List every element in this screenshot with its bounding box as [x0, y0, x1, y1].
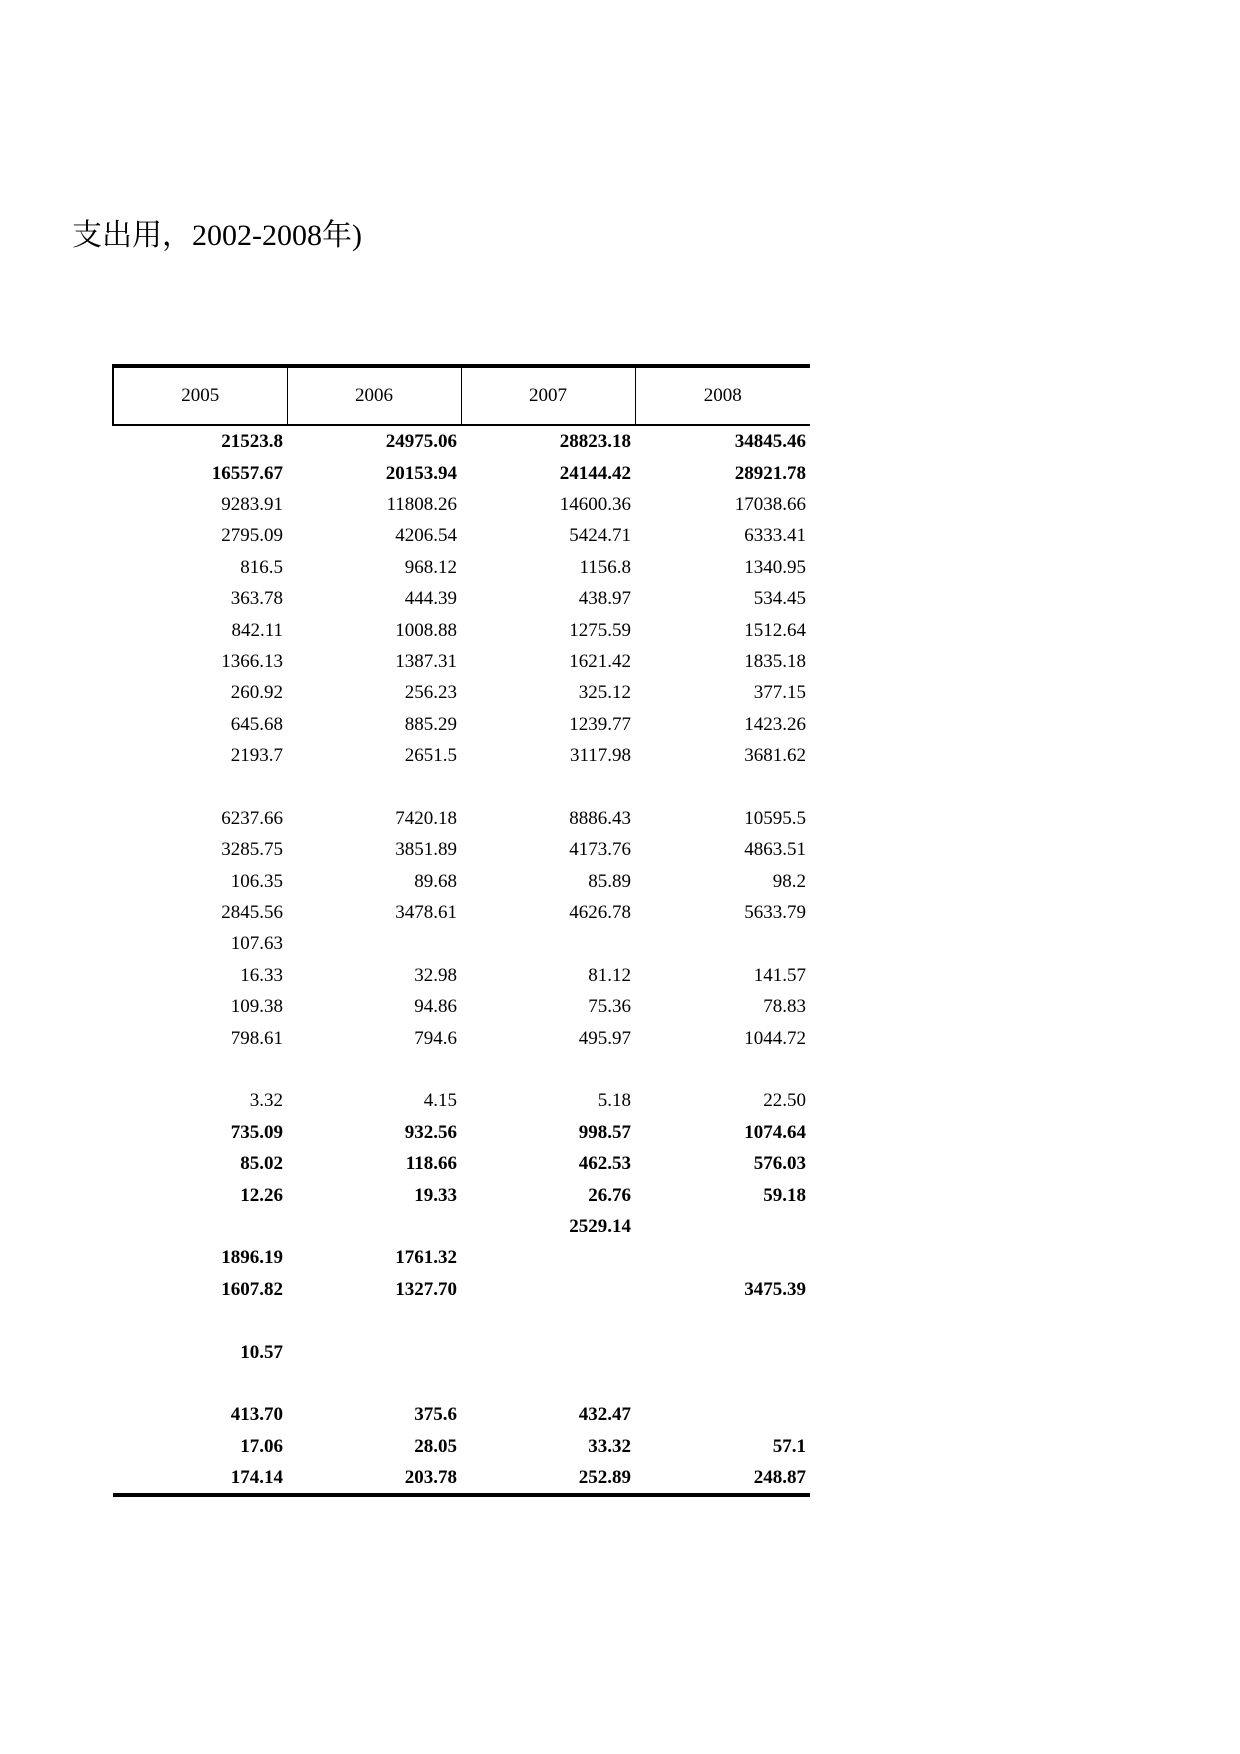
table-cell: 2795.09	[221, 525, 283, 547]
table-row	[113, 1336, 810, 1367]
table-cell: 19.33	[414, 1184, 457, 1206]
table-cell	[287, 771, 461, 802]
table-cell	[113, 1305, 287, 1336]
table-body	[113, 425, 810, 1495]
table-cell: 3681.62	[744, 745, 806, 767]
table-cell: 14600.36	[559, 493, 631, 515]
table-cell	[461, 1274, 635, 1305]
table-cell: 1761.32	[395, 1247, 457, 1269]
table-row	[113, 1242, 810, 1273]
table-cell: 1340.95	[744, 556, 806, 578]
table-cell: 998.57	[578, 1121, 631, 1143]
table-cell	[635, 771, 810, 802]
table-row	[113, 960, 810, 991]
table-cell: 9283.91	[221, 493, 283, 515]
table-row	[113, 834, 810, 865]
table-cell: 3478.61	[395, 902, 457, 924]
table-cell: 1008.88	[395, 619, 457, 641]
table-cell: 3117.98	[569, 745, 631, 767]
table-cell: 141.57	[753, 964, 806, 986]
table-cell: 22.50	[763, 1090, 806, 1112]
table-row	[113, 1211, 810, 1242]
table-row	[113, 1117, 810, 1148]
table-row	[113, 740, 810, 771]
table-cell: 462.53	[578, 1153, 631, 1175]
table-cell	[635, 1305, 810, 1336]
table-row	[113, 425, 810, 457]
table-cell: 24144.42	[559, 462, 631, 484]
table-cell: 33.32	[588, 1435, 631, 1457]
table-row	[113, 457, 810, 488]
table-cell: 28.05	[414, 1435, 457, 1457]
column-header-2006: 2006	[287, 366, 461, 425]
data-table	[112, 364, 810, 1497]
table-cell	[635, 928, 810, 959]
table-cell: 7420.18	[395, 807, 457, 829]
table-row	[113, 677, 810, 708]
table-cell: 98.2	[772, 870, 806, 892]
table-row	[113, 520, 810, 551]
table-cell: 174.14	[113, 1462, 287, 1495]
table-cell: 1387.31	[395, 650, 457, 672]
table-cell: 10595.5	[744, 807, 806, 829]
table-cell: 118.66	[405, 1153, 457, 1175]
table-cell: 5.18	[597, 1090, 631, 1112]
table-cell: 17.06	[240, 1435, 283, 1457]
table-cell: 1512.64	[744, 619, 806, 641]
table-cell: 3851.89	[395, 839, 457, 861]
table-cell	[461, 771, 635, 802]
table-row	[113, 897, 810, 928]
table-cell: 816.5	[240, 556, 283, 578]
header-row	[113, 366, 810, 425]
table-cell: 16.33	[240, 964, 283, 986]
table-cell: 28921.78	[734, 462, 806, 484]
table-cell: 932.56	[404, 1121, 457, 1143]
table-cell: 3285.75	[221, 839, 283, 861]
table-cell	[635, 1242, 810, 1273]
table-row	[113, 1399, 810, 1430]
table-cell: 735.09	[230, 1121, 283, 1143]
table-cell	[287, 1211, 461, 1242]
data-table-container	[112, 364, 809, 1497]
table-cell: 256.23	[404, 682, 457, 704]
table-cell: 1366.13	[221, 650, 283, 672]
table-cell: 5633.79	[744, 902, 806, 924]
table-cell	[635, 1399, 810, 1430]
table-cell: 534.45	[753, 588, 806, 610]
table-cell: 325.12	[578, 682, 631, 704]
table-cell: 78.83	[763, 996, 806, 1018]
table-cell: 4173.76	[569, 839, 631, 861]
table-row	[113, 646, 810, 677]
table-cell: 203.78	[287, 1462, 461, 1495]
table-cell: 377.15	[753, 682, 806, 704]
table-row	[113, 771, 810, 802]
table-cell: 1327.70	[395, 1278, 457, 1300]
table-cell: 413.70	[230, 1404, 283, 1426]
table-cell	[461, 1305, 635, 1336]
table-row	[113, 1022, 810, 1053]
table-row	[113, 489, 810, 520]
table-cell: 57.1	[772, 1435, 806, 1457]
table-cell: 28823.18	[559, 431, 631, 453]
table-cell: 1044.72	[744, 1027, 806, 1049]
table-cell: 2193.7	[230, 745, 283, 767]
table-cell	[461, 1368, 635, 1399]
table-cell: 1239.77	[569, 713, 631, 735]
table-cell: 8886.43	[569, 807, 631, 829]
table-row	[113, 1085, 810, 1116]
table-row	[113, 991, 810, 1022]
table-cell: 1835.18	[744, 650, 806, 672]
table-cell: 12.26	[240, 1184, 283, 1206]
table-cell: 842.11	[231, 619, 283, 641]
table-row	[113, 1148, 810, 1179]
table-cell: 32.98	[414, 964, 457, 986]
table-cell: 968.12	[404, 556, 457, 578]
table-row	[113, 614, 810, 645]
table-cell: 3475.39	[744, 1278, 806, 1300]
table-cell: 798.61	[230, 1027, 283, 1049]
table-row	[113, 865, 810, 896]
table-cell	[113, 1368, 287, 1399]
table-row	[113, 552, 810, 583]
table-cell: 885.29	[404, 713, 457, 735]
table-row	[113, 709, 810, 740]
table-cell: 375.6	[414, 1404, 457, 1426]
table-cell	[461, 1336, 635, 1367]
table-cell	[461, 1054, 635, 1085]
table-cell	[287, 928, 461, 959]
table-row	[113, 1462, 810, 1495]
table-cell	[287, 1336, 461, 1367]
table-row	[113, 1368, 810, 1399]
table-cell: 75.36	[588, 996, 631, 1018]
table-cell: 6237.66	[221, 807, 283, 829]
table-cell: 107.63	[230, 933, 283, 955]
table-cell: 495.97	[578, 1027, 631, 1049]
table-cell: 794.6	[414, 1027, 457, 1049]
table-cell: 24975.06	[385, 431, 457, 453]
table-cell: 363.78	[230, 588, 283, 610]
table-cell: 2529.14	[569, 1215, 631, 1237]
table-cell: 1896.19	[221, 1247, 283, 1269]
table-title-text: 支出用，2002-2008年)	[72, 219, 362, 252]
table-cell: 248.87	[635, 1462, 810, 1495]
table-cell: 34845.46	[734, 431, 806, 453]
table-cell	[635, 1368, 810, 1399]
table-cell: 4863.51	[744, 839, 806, 861]
table-row	[113, 928, 810, 959]
table-cell: 432.47	[578, 1404, 631, 1426]
table-cell: 81.12	[588, 964, 631, 986]
table-cell	[461, 1242, 635, 1273]
table-cell: 106.35	[230, 870, 283, 892]
table-cell: 59.18	[763, 1184, 806, 1206]
table-cell: 5424.71	[569, 525, 631, 547]
table-cell	[287, 1054, 461, 1085]
table-cell: 85.02	[240, 1153, 283, 1175]
table-row	[113, 1431, 810, 1462]
table-cell: 10.57	[240, 1341, 283, 1363]
table-cell: 4206.54	[395, 525, 457, 547]
table-cell: 89.68	[414, 870, 457, 892]
table-cell	[635, 1211, 810, 1242]
table-cell	[635, 1336, 810, 1367]
table-row	[113, 1054, 810, 1085]
table-cell	[287, 1368, 461, 1399]
table-cell: 11808.26	[386, 493, 457, 515]
table-cell: 1275.59	[569, 619, 631, 641]
table-cell: 438.97	[578, 588, 631, 610]
table-cell: 1423.26	[744, 713, 806, 735]
table-cell: 2651.5	[404, 745, 457, 767]
table-row	[113, 1274, 810, 1305]
table-cell: 94.86	[414, 996, 457, 1018]
column-header-2008: 2008	[635, 366, 810, 425]
table-cell: 26.76	[588, 1184, 631, 1206]
table-cell: 85.89	[588, 870, 631, 892]
table-cell: 645.68	[230, 713, 283, 735]
table-cell: 1156.8	[579, 556, 631, 578]
table-cell	[635, 1054, 810, 1085]
table-cell: 2845.56	[221, 902, 283, 924]
table-title	[0, 214, 362, 258]
table-cell: 4626.78	[569, 902, 631, 924]
table-cell: 252.89	[461, 1462, 635, 1495]
table-cell	[461, 928, 635, 959]
table-cell: 1607.82	[221, 1278, 283, 1300]
table-cell: 576.03	[753, 1153, 806, 1175]
table-cell: 4.15	[423, 1090, 457, 1112]
table-cell: 21523.8	[221, 431, 283, 453]
table-cell: 260.92	[230, 682, 283, 704]
table-cell: 16557.67	[211, 462, 283, 484]
table-cell	[287, 1305, 461, 1336]
table-cell	[113, 771, 287, 802]
table-cell: 20153.94	[385, 462, 457, 484]
table-cell: 1074.64	[744, 1121, 806, 1143]
column-header-2007: 2007	[461, 366, 635, 425]
table-cell: 17038.66	[734, 493, 806, 515]
table-cell: 109.38	[230, 996, 283, 1018]
table-cell: 6333.41	[744, 525, 806, 547]
table-cell: 1621.42	[569, 650, 631, 672]
table-row	[113, 1179, 810, 1210]
table-cell: 444.39	[404, 588, 457, 610]
table-row	[113, 1305, 810, 1336]
table-cell	[113, 1054, 287, 1085]
column-header-2005: 2005	[113, 366, 287, 425]
table-cell	[113, 1211, 287, 1242]
table-row	[113, 583, 810, 614]
table-cell: 3.32	[249, 1090, 283, 1112]
table-row	[113, 803, 810, 834]
